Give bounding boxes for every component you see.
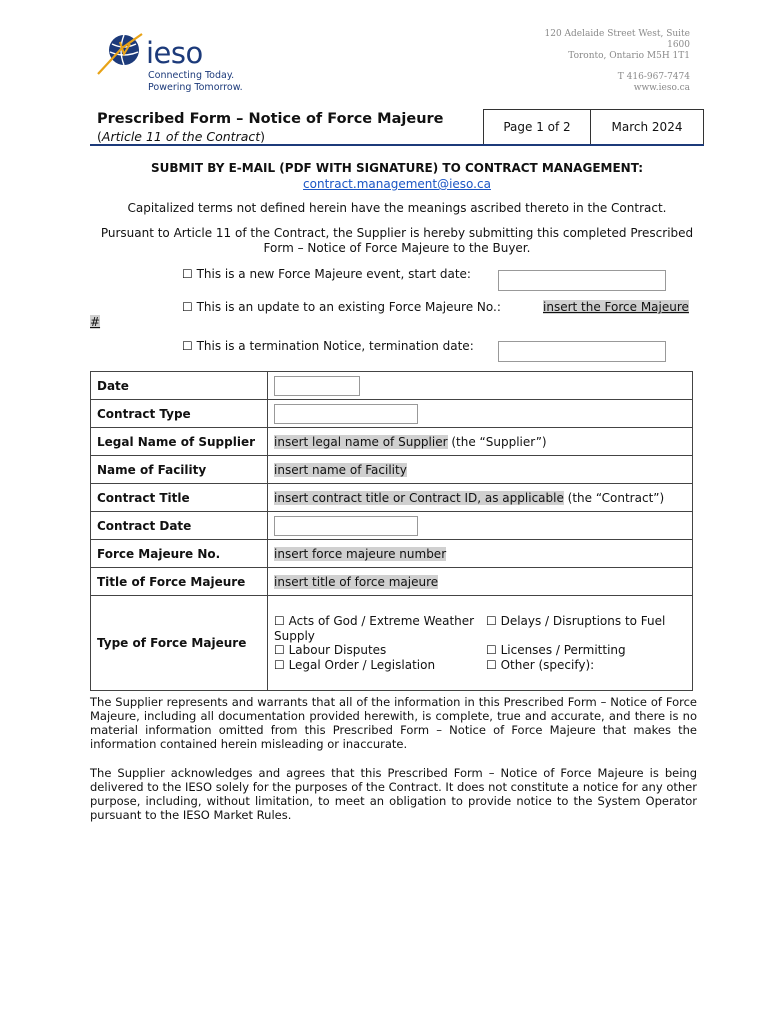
contract-title-input[interactable]: insert contract title or Contract ID, as applicable xyxy=(274,490,564,505)
contract-title-cell: insert contract title or Contract ID, as applicable (the “Contract”) xyxy=(268,484,693,512)
pursuant-text-2: Form – Notice of Force Majeure to the Buyer. xyxy=(263,241,531,255)
table-row xyxy=(91,456,693,484)
address-block xyxy=(530,29,690,94)
termination-checkbox[interactable]: ☐ This is a termination Notice, termination date: xyxy=(182,339,474,353)
details-table xyxy=(90,371,693,691)
contract-type-label: Contract Type xyxy=(91,400,268,428)
ieso-globe-icon xyxy=(96,30,144,96)
table-row xyxy=(91,400,693,428)
pursuant-text-1: Pursuant to Article 11 of the Contract, the Supplier is hereby submitting this completed Prescribed xyxy=(100,226,694,240)
facility-cell xyxy=(268,456,693,484)
fm-type-options xyxy=(274,614,686,672)
form-subtitle-italic: Article 11 of the Contract xyxy=(101,129,261,144)
form-title: Prescribed Form – Notice of Force Majeure xyxy=(97,111,444,127)
address-phone: T 416-967-7474 xyxy=(617,72,690,82)
facility-label: Name of Facility xyxy=(91,456,268,484)
header-rule xyxy=(90,144,704,146)
submit-heading: SUBMIT BY E-MAIL (PDF WITH SIGNATURE) TO CONTRACT MANAGEMENT: xyxy=(150,161,644,175)
legal-name-cell: insert legal name of Supplier (the “Supplier”) xyxy=(268,428,693,456)
table-row xyxy=(91,540,693,568)
fm-number-label: Force Majeure No. xyxy=(91,540,268,568)
new-event-checkbox[interactable]: ☐ This is a new Force Majeure event, start date: xyxy=(182,267,471,281)
fm-type-other[interactable]: ☐ Other (specify): xyxy=(486,657,595,672)
fm-type-labour[interactable]: ☐ Labour Disputes xyxy=(274,643,387,657)
date-input[interactable] xyxy=(274,376,360,396)
table-row xyxy=(91,512,693,540)
table-row xyxy=(91,484,693,512)
contract-date-input[interactable] xyxy=(274,516,418,536)
fm-type-licenses[interactable]: ☐ Licenses / Permitting xyxy=(486,643,626,657)
legal-name-input[interactable]: insert legal name of Supplier xyxy=(274,434,448,449)
contract-type-input[interactable] xyxy=(274,404,418,424)
fm-title-label: Title of Force Majeure xyxy=(91,568,268,596)
contract-date-cell xyxy=(268,512,693,540)
logo-tagline-1: Connecting Today. xyxy=(148,70,235,81)
table-row xyxy=(91,568,693,596)
start-date-input[interactable] xyxy=(498,270,666,291)
address-web[interactable]: www.ieso.ca xyxy=(633,83,690,93)
termination-date-input[interactable] xyxy=(498,341,666,362)
address-line-1: 120 Adelaide Street West, Suite xyxy=(544,29,690,39)
address-line-2: 1600 xyxy=(667,40,690,50)
fm-title-cell xyxy=(268,568,693,596)
fm-type-legal[interactable]: ☐ Legal Order / Legislation xyxy=(274,657,436,672)
fm-number-input[interactable]: insert force majeure number xyxy=(274,546,447,561)
contract-title-label: Contract Title xyxy=(91,484,268,512)
fm-type-acts-of-god[interactable]: ☐ Acts of God / Extreme Weather xyxy=(274,614,475,628)
update-fm-number-input[interactable]: insert the Force Majeure xyxy=(543,300,689,314)
represents-paragraph: The Supplier represents and warrants that all of the information in this Prescribed Form – Notice of Force Majeure, including all documentation provided herewith, is complete, true and accurate, and there is no material information omitted from this Prescribed Form – Notice of Force Majeure that makes the information contained herein misleading or inaccurate. xyxy=(90,695,697,751)
date-cell xyxy=(268,372,693,400)
table-row xyxy=(91,596,693,691)
contract-management-email-link[interactable]: contract.management@ieso.ca xyxy=(303,177,491,191)
fm-type-cell xyxy=(268,596,693,691)
contract-type-cell xyxy=(268,400,693,428)
fm-title-input[interactable]: insert title of force majeure xyxy=(274,574,439,589)
contract-date-label: Contract Date xyxy=(91,512,268,540)
table-row xyxy=(91,372,693,400)
legal-name-label: Legal Name of Supplier xyxy=(91,428,268,456)
submit-email-row xyxy=(90,177,704,192)
address-line-3: Toronto, Ontario M5H 1T1 xyxy=(568,51,690,61)
logo-tagline xyxy=(148,70,243,94)
date-label: Date xyxy=(91,372,268,400)
logo-tagline-2: Powering Tomorrow. xyxy=(148,82,243,93)
form-date: March 2024 xyxy=(590,109,704,145)
fm-type-label: Type of Force Majeure xyxy=(91,596,268,691)
update-fm-hash: # xyxy=(90,315,101,329)
page-indicator: Page 1 of 2 xyxy=(483,109,591,145)
form-header xyxy=(90,109,704,145)
facility-input[interactable]: insert name of Facility xyxy=(274,462,407,477)
logo-wordmark: ieso xyxy=(146,36,203,70)
update-checkbox[interactable]: ☐ This is an update to an existing Force Majeure No.: xyxy=(182,300,501,314)
fm-type-supply-wrap: Supply xyxy=(274,628,315,643)
fm-number-cell xyxy=(268,540,693,568)
acknowledges-paragraph: The Supplier acknowledges and agrees that this Prescribed Form – Notice of Force Majeure is being delivered to the IESO solely for the purposes of the Contract. It does not constitute a notice for any other purpose, including, without limitation, to meet an obligation to provide notice to the System Operator pursuant to the IESO Market Rules. xyxy=(90,766,697,822)
capitalized-terms-text: Capitalized terms not defined herein have the meanings ascribed thereto in the Contract. xyxy=(127,201,667,215)
ieso-logo xyxy=(96,30,256,96)
fm-type-delays[interactable]: ☐ Delays / Disruptions to Fuel xyxy=(486,614,666,628)
table-row xyxy=(91,428,693,456)
form-subtitle: (Article 11 of the Contract) xyxy=(97,129,266,144)
